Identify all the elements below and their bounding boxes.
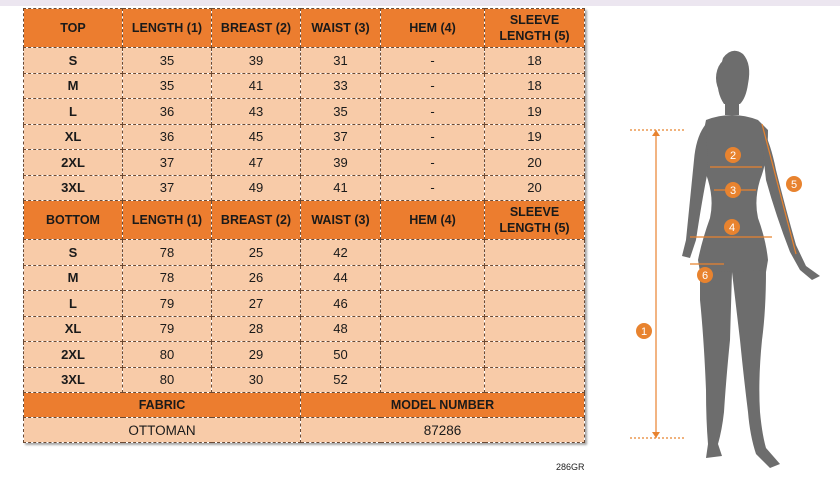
top-label: TOP [24, 9, 123, 48]
value-cell: 48 [301, 316, 381, 342]
value-cell: 79 [123, 291, 212, 317]
value-cell [381, 240, 485, 266]
value-cell: 79 [123, 316, 212, 342]
value-cell [381, 291, 485, 317]
col-sleeve-length: SLEEVE LENGTH (5) [485, 201, 585, 240]
value-cell [485, 342, 585, 368]
col-sleeve-length: SLEEVE LENGTH (5) [485, 9, 585, 48]
size-cell: 3XL [24, 175, 123, 201]
top-border [0, 0, 840, 6]
value-cell: 31 [301, 48, 381, 74]
fabric-value: OTTOMAN [24, 418, 301, 443]
value-cell: 25 [212, 240, 301, 266]
model-number-label: MODEL NUMBER [301, 393, 585, 418]
neck [725, 95, 739, 115]
product-code: 286GR [556, 462, 585, 472]
table-row [24, 175, 585, 201]
value-cell: 44 [301, 265, 381, 291]
table-row [24, 316, 585, 342]
value-cell: 37 [301, 124, 381, 150]
marker-3-label: 3 [729, 185, 737, 197]
value-cell: 41 [301, 175, 381, 201]
col-hem: HEM (4) [381, 9, 485, 48]
table-row [24, 240, 585, 266]
value-cell: 19 [485, 99, 585, 125]
table-row [24, 99, 585, 125]
arrow-down [652, 432, 660, 438]
value-cell: 78 [123, 240, 212, 266]
value-cell [381, 316, 485, 342]
value-cell: 35 [123, 48, 212, 74]
size-cell: S [24, 48, 123, 74]
value-cell: 18 [485, 73, 585, 99]
value-cell: 19 [485, 124, 585, 150]
value-cell: - [381, 99, 485, 125]
fabric-label: FABRIC [24, 393, 301, 418]
size-cell: M [24, 73, 123, 99]
value-cell [381, 265, 485, 291]
value-cell [485, 316, 585, 342]
table-row [24, 291, 585, 317]
value-cell: 80 [123, 342, 212, 368]
value-cell: 47 [212, 150, 301, 176]
size-cell: L [24, 291, 123, 317]
value-cell: 35 [301, 99, 381, 125]
value-cell: 50 [301, 342, 381, 368]
value-cell: 18 [485, 48, 585, 74]
value-cell: 28 [212, 316, 301, 342]
value-cell: 27 [212, 291, 301, 317]
value-cell: - [381, 48, 485, 74]
size-cell: XL [24, 316, 123, 342]
right-leg [732, 270, 780, 468]
col-waist: WAIST (3) [301, 201, 381, 240]
value-cell [485, 265, 585, 291]
model-number-value: 87286 [301, 418, 585, 443]
size-cell: S [24, 240, 123, 266]
value-cell: 36 [123, 99, 212, 125]
size-cell: XL [24, 124, 123, 150]
col-hem: HEM (4) [381, 201, 485, 240]
value-cell: 37 [123, 175, 212, 201]
table-row [24, 150, 585, 176]
size-cell: 2XL [24, 342, 123, 368]
footer-header-row [24, 393, 585, 418]
value-cell: 37 [123, 150, 212, 176]
value-cell: - [381, 150, 485, 176]
value-cell [485, 291, 585, 317]
value-cell: 29 [212, 342, 301, 368]
col-breast: BREAST (2) [212, 9, 301, 48]
table-row [24, 367, 585, 393]
value-cell: 39 [212, 48, 301, 74]
value-cell: 41 [212, 73, 301, 99]
table-row [24, 48, 585, 74]
value-cell: 43 [212, 99, 301, 125]
left-leg [700, 270, 732, 458]
value-cell: 33 [301, 73, 381, 99]
value-cell: 20 [485, 150, 585, 176]
value-cell: 78 [123, 265, 212, 291]
value-cell: - [381, 124, 485, 150]
value-cell: 80 [123, 367, 212, 393]
value-cell: 46 [301, 291, 381, 317]
top-header-row [24, 9, 585, 48]
value-cell: 30 [212, 367, 301, 393]
marker-2-label: 2 [729, 150, 737, 162]
value-cell [485, 240, 585, 266]
value-cell: 35 [123, 73, 212, 99]
value-cell: 39 [301, 150, 381, 176]
value-cell: 45 [212, 124, 301, 150]
marker-4-label: 4 [728, 222, 736, 234]
value-cell: 42 [301, 240, 381, 266]
silhouette [682, 51, 820, 468]
value-cell: - [381, 73, 485, 99]
value-cell: 49 [212, 175, 301, 201]
marker-1-label: 1 [640, 326, 648, 338]
value-cell: - [381, 175, 485, 201]
table-row [24, 342, 585, 368]
value-cell [485, 367, 585, 393]
value-cell [381, 342, 485, 368]
table-row [24, 73, 585, 99]
size-cell: M [24, 265, 123, 291]
col-waist: WAIST (3) [301, 9, 381, 48]
table-row [24, 124, 585, 150]
arrow-up [652, 130, 660, 136]
size-chart-table [23, 8, 585, 443]
size-cell: 3XL [24, 367, 123, 393]
col-breast: BREAST (2) [212, 201, 301, 240]
bottom-header-row [24, 201, 585, 240]
footer-value-row [24, 418, 585, 443]
table-row [24, 265, 585, 291]
value-cell: 20 [485, 175, 585, 201]
marker-6-label: 6 [701, 270, 709, 282]
size-cell: 2XL [24, 150, 123, 176]
col-length: LENGTH (1) [123, 9, 212, 48]
value-cell: 26 [212, 265, 301, 291]
value-cell: 52 [301, 367, 381, 393]
body-measurement-figure [620, 40, 840, 480]
right-arm [760, 124, 820, 280]
col-length: LENGTH (1) [123, 201, 212, 240]
value-cell [381, 367, 485, 393]
value-cell: 36 [123, 124, 212, 150]
size-cell: L [24, 99, 123, 125]
marker-5-label: 5 [790, 179, 798, 191]
bottom-label: BOTTOM [24, 201, 123, 240]
